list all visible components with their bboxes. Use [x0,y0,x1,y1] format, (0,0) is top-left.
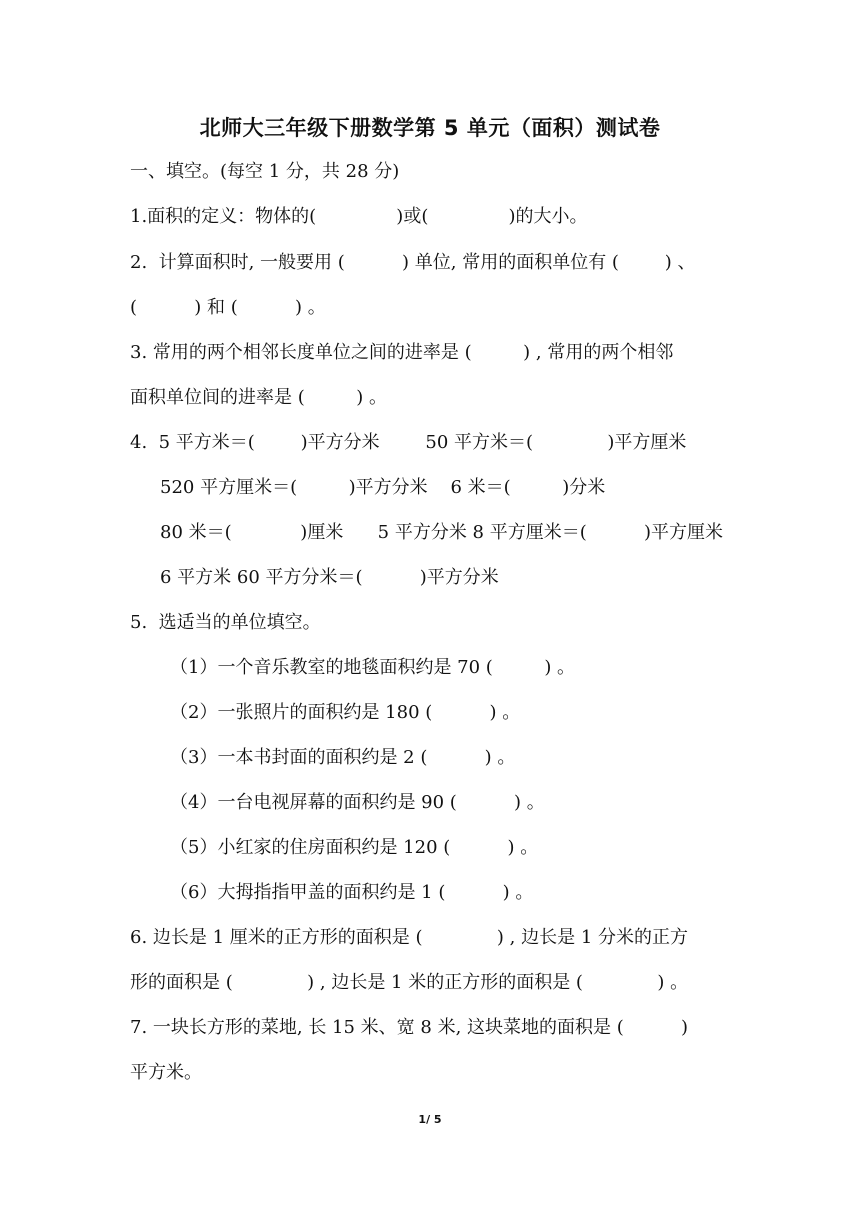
section-heading-fill-blank: 一、填空。(每空 1 分，共 28 分) [130,161,400,182]
question-5-item-4: （4）一台电视屏幕的面积约是 90 ( ) 。 [170,792,545,813]
question-5-item-5: （5）小红家的住房面积约是 120 ( ) 。 [170,837,539,858]
question-5-item-6: （6）大拇指指甲盖的面积约是 1 ( ) 。 [170,882,534,903]
question-4-row-3: 80 米＝( )厘米 5 平方分米 8 平方厘米＝( )平方厘米 [160,522,723,543]
question-4-row-4: 6 平方米 60 平方分米＝( )平方分米 [160,567,499,588]
question-3-continued: 面积单位间的进率是 ( ) 。 [130,387,387,408]
question-7-continued: 平方米。 [130,1062,202,1083]
question-2-continued: ( ) 和 ( ) 。 [130,297,326,318]
question-5-item-1: （1）一个音乐教室的地毯面积约是 70 ( ) 。 [170,657,576,678]
question-4: 4. 5 平方米＝( )平方分米 50 平方米＝( )平方厘米 [130,432,687,453]
question-2: 2. 计算面积时, 一般要用 ( ) 单位, 常用的面积单位有 ( ) 、 [130,252,696,273]
question-5-item-3: （3）一本书封面的面积约是 2 ( ) 。 [170,747,516,768]
question-5-item-2: （2）一张照片的面积约是 180 ( ) 。 [170,702,521,723]
question-1: 1.面积的定义：物体的( )或( )的大小。 [130,206,588,227]
question-3: 3. 常用的两个相邻长度单位之间的进率是 ( ) , 常用的两个相邻 [130,342,674,363]
page-number: 1/ 5 [418,1113,442,1126]
question-4-row-2: 520 平方厘米＝( )平方分米 6 米＝( )分米 [160,477,606,498]
question-6: 6. 边长是 1 厘米的正方形的面积是 ( ) , 边长是 1 分米的正方 [130,927,688,948]
page-title: 北师大三年级下册数学第 5 单元（面积）测试卷 [199,116,661,140]
question-7: 7. 一块长方形的菜地, 长 15 米、宽 8 米, 这块菜地的面积是 ( ) [130,1017,689,1038]
question-5: 5. 选适当的单位填空。 [130,612,321,633]
question-6-continued: 形的面积是 ( ) , 边长是 1 米的正方形的面积是 ( ) 。 [130,972,689,993]
